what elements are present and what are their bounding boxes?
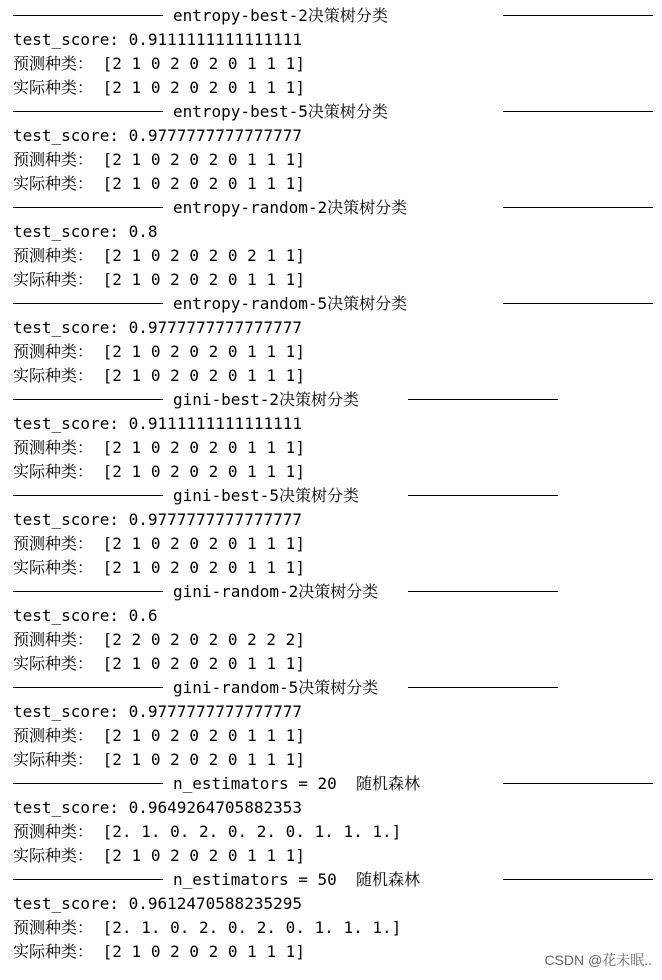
divider: [503, 303, 653, 304]
section-title: entropy-best-2决策树分类: [173, 6, 388, 25]
actual-line: [13, 76, 653, 100]
divider: [503, 879, 653, 880]
test-score: test_score: 0.9777777777777777: [13, 126, 302, 145]
prediction-label: 预测种类：: [13, 630, 94, 649]
prediction-label: 预测种类：: [13, 342, 94, 361]
prediction-label: 预测种类：: [13, 438, 94, 457]
divider: [13, 111, 163, 112]
divider: [13, 495, 163, 496]
actual-line: [13, 268, 653, 292]
prediction-values: [2 1 0 2 0 2 0 1 1 1]: [102, 54, 305, 73]
actual-label: 实际种类：: [13, 270, 94, 289]
prediction-values: [2 1 0 2 0 2 0 1 1 1]: [102, 534, 305, 553]
watermark: CSDN @花未眠..: [544, 952, 652, 968]
actual-line: [13, 556, 653, 580]
actual-line: [13, 172, 653, 196]
test-score: test_score: 0.6: [13, 606, 158, 625]
prediction-label: 预测种类：: [13, 822, 94, 841]
prediction-line: [13, 244, 653, 268]
section-header: [13, 772, 653, 796]
section-header: [13, 388, 653, 412]
divider: [13, 879, 163, 880]
divider: [503, 207, 653, 208]
test-score: test_score: 0.9777777777777777: [13, 318, 302, 337]
actual-line: [13, 364, 653, 388]
actual-values: [2 1 0 2 0 2 0 1 1 1]: [102, 846, 305, 865]
actual-label: 实际种类：: [13, 558, 94, 577]
actual-values: [2 1 0 2 0 2 0 1 1 1]: [102, 462, 305, 481]
prediction-line: [13, 820, 653, 844]
section-title: n_estimators = 50 随机森林: [173, 870, 421, 889]
prediction-label: 预测种类：: [13, 150, 94, 169]
result-block: [13, 292, 653, 388]
divider: [13, 303, 163, 304]
divider: [13, 399, 163, 400]
divider: [13, 591, 163, 592]
actual-values: [2 1 0 2 0 2 0 1 1 1]: [102, 558, 305, 577]
actual-line: [13, 460, 653, 484]
console-output: [13, 4, 653, 964]
result-block: [13, 100, 653, 196]
actual-label: 实际种类：: [13, 174, 94, 193]
prediction-values: [2 1 0 2 0 2 0 2 1 1]: [102, 246, 305, 265]
section-title: gini-best-2决策树分类: [173, 390, 359, 409]
section-header: [13, 484, 653, 508]
actual-line: [13, 844, 653, 868]
actual-values: [2 1 0 2 0 2 0 1 1 1]: [102, 270, 305, 289]
actual-label: 实际种类：: [13, 942, 94, 961]
prediction-label: 预测种类：: [13, 534, 94, 553]
actual-values: [2 1 0 2 0 2 0 1 1 1]: [102, 942, 305, 961]
result-block: [13, 388, 653, 484]
divider: [13, 15, 163, 16]
section-title: gini-best-5决策树分类: [173, 486, 359, 505]
section-title: gini-random-2决策树分类: [173, 582, 379, 601]
test-score: test_score: 0.9111111111111111: [13, 414, 302, 433]
section-header: [13, 676, 653, 700]
prediction-values: [2 1 0 2 0 2 0 1 1 1]: [102, 342, 305, 361]
prediction-label: 预测种类：: [13, 918, 94, 937]
actual-line: [13, 652, 653, 676]
section-header: [13, 100, 653, 124]
test-score: test_score: 0.9111111111111111: [13, 30, 302, 49]
prediction-values: [2. 1. 0. 2. 0. 2. 0. 1. 1. 1.]: [102, 918, 402, 937]
test-score: test_score: 0.9777777777777777: [13, 702, 302, 721]
section-title: entropy-best-5决策树分类: [173, 102, 388, 121]
section-title: entropy-random-5决策树分类: [173, 294, 408, 313]
prediction-values: [2 1 0 2 0 2 0 1 1 1]: [102, 726, 305, 745]
actual-values: [2 1 0 2 0 2 0 1 1 1]: [102, 366, 305, 385]
divider: [408, 495, 558, 496]
actual-label: 实际种类：: [13, 78, 94, 97]
divider: [13, 207, 163, 208]
test-score: test_score: 0.9649264705882353: [13, 798, 302, 817]
test-score: test_score: 0.9777777777777777: [13, 510, 302, 529]
prediction-values: [2 2 0 2 0 2 0 2 2 2]: [102, 630, 305, 649]
prediction-line: [13, 148, 653, 172]
prediction-line: [13, 916, 653, 940]
divider: [503, 783, 653, 784]
result-block: [13, 196, 653, 292]
actual-line: [13, 748, 653, 772]
prediction-line: [13, 628, 653, 652]
actual-label: 实际种类：: [13, 846, 94, 865]
prediction-label: 预测种类：: [13, 54, 94, 73]
test-score: test_score: 0.9612470588235295: [13, 894, 302, 913]
result-block: [13, 484, 653, 580]
divider: [13, 783, 163, 784]
actual-values: [2 1 0 2 0 2 0 1 1 1]: [102, 174, 305, 193]
divider: [408, 399, 558, 400]
section-title: entropy-random-2决策树分类: [173, 198, 408, 217]
section-title: n_estimators = 20 随机森林: [173, 774, 421, 793]
section-header: [13, 580, 653, 604]
result-block: [13, 772, 653, 868]
prediction-line: [13, 436, 653, 460]
prediction-line: [13, 532, 653, 556]
prediction-values: [2 1 0 2 0 2 0 1 1 1]: [102, 438, 305, 457]
actual-label: 实际种类：: [13, 654, 94, 673]
actual-label: 实际种类：: [13, 462, 94, 481]
actual-values: [2 1 0 2 0 2 0 1 1 1]: [102, 654, 305, 673]
divider: [408, 687, 558, 688]
section-header: [13, 196, 653, 220]
actual-values: [2 1 0 2 0 2 0 1 1 1]: [102, 750, 305, 769]
prediction-values: [2 1 0 2 0 2 0 1 1 1]: [102, 150, 305, 169]
actual-values: [2 1 0 2 0 2 0 1 1 1]: [102, 78, 305, 97]
result-block: [13, 4, 653, 100]
section-header: [13, 292, 653, 316]
prediction-line: [13, 52, 653, 76]
prediction-label: 预测种类：: [13, 726, 94, 745]
prediction-line: [13, 724, 653, 748]
actual-label: 实际种类：: [13, 750, 94, 769]
divider: [503, 15, 653, 16]
divider: [13, 687, 163, 688]
result-block: [13, 580, 653, 676]
section-header: [13, 868, 653, 892]
prediction-line: [13, 340, 653, 364]
prediction-label: 预测种类：: [13, 246, 94, 265]
section-header: [13, 4, 653, 28]
test-score: test_score: 0.8: [13, 222, 158, 241]
prediction-values: [2. 1. 0. 2. 0. 2. 0. 1. 1. 1.]: [102, 822, 402, 841]
result-block: [13, 676, 653, 772]
section-title: gini-random-5决策树分类: [173, 678, 379, 697]
divider: [408, 591, 558, 592]
divider: [503, 111, 653, 112]
actual-label: 实际种类：: [13, 366, 94, 385]
